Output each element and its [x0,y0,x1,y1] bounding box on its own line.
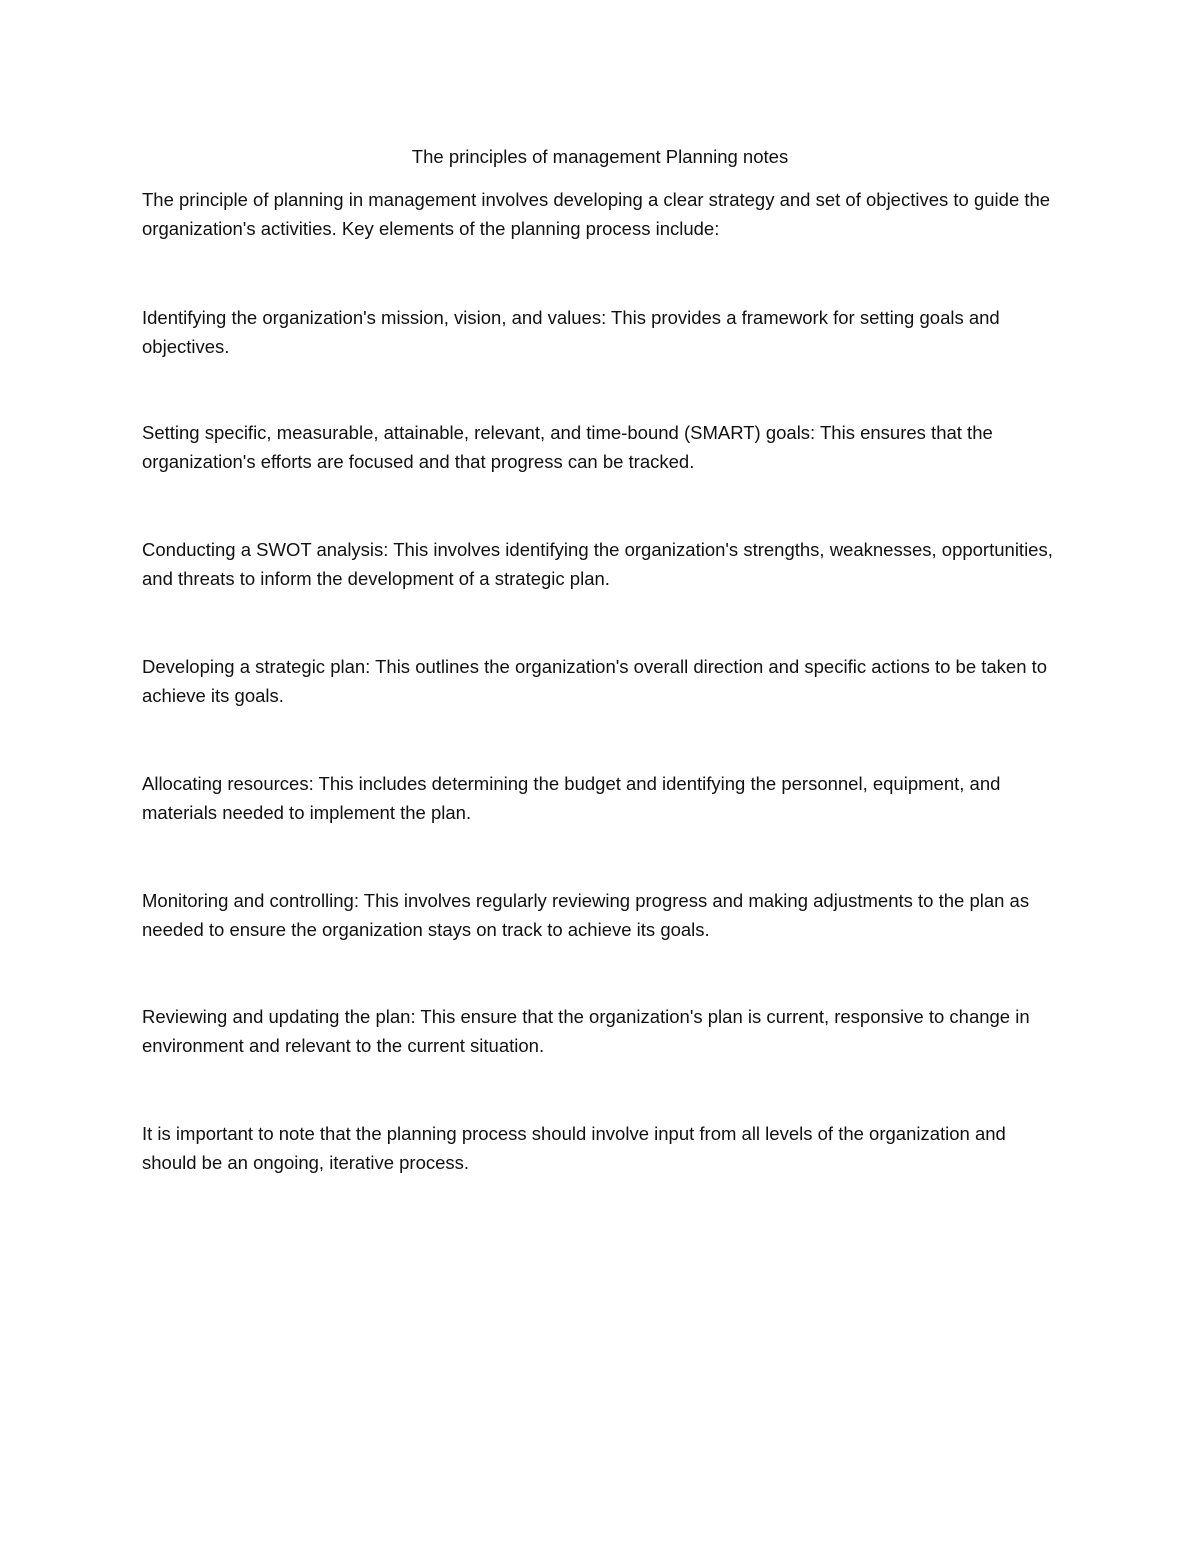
paragraph-conclusion: It is important to note that the planning process should involve input from all levels of the organization and should be an ongoing, iterative process. [142,1123,1006,1173]
paragraph-monitoring-controlling: Monitoring and controlling: This involves regularly reviewing progress and making adjustments to the plan as needed to ensure the organization stays on track to achieve its goals. [142,890,1030,940]
paragraph-swot-analysis: Conducting a SWOT analysis: This involves identifying the organization's strengths, weaknesses, opportunities, and threats to inform the development of a strategic plan. [142,539,1053,589]
paragraph-mission-vision-values: Identifying the organization's mission, vision, and values: This provides a framework for setting goals and objectives. [142,307,1000,357]
paragraph-smart-goals: Setting specific, measurable, attainable, relevant, and time-bound (SMART) goals: This ensures that the organization's efforts are focused and that progress can be tracked. [142,422,993,472]
paragraph-reviewing-updating: Reviewing and updating the plan: This ensure that the organization's plan is current, responsive to change in environment and relevant to the current situation. [142,1006,1030,1056]
paragraph-allocating-resources: Allocating resources: This includes determining the budget and identifying the personnel, equipment, and materials needed to implement the plan. [142,773,1001,823]
intro-paragraph: The principle of planning in management involves developing a clear strategy and set of objectives to guide the organization's activities. Key elements of the planning process include: [142,189,1051,239]
paragraph-strategic-plan: Developing a strategic plan: This outlines the organization's overall direction and specific actions to be taken to achieve its goals. [142,656,1048,706]
page-title: The principles of management Planning notes [411,146,789,167]
